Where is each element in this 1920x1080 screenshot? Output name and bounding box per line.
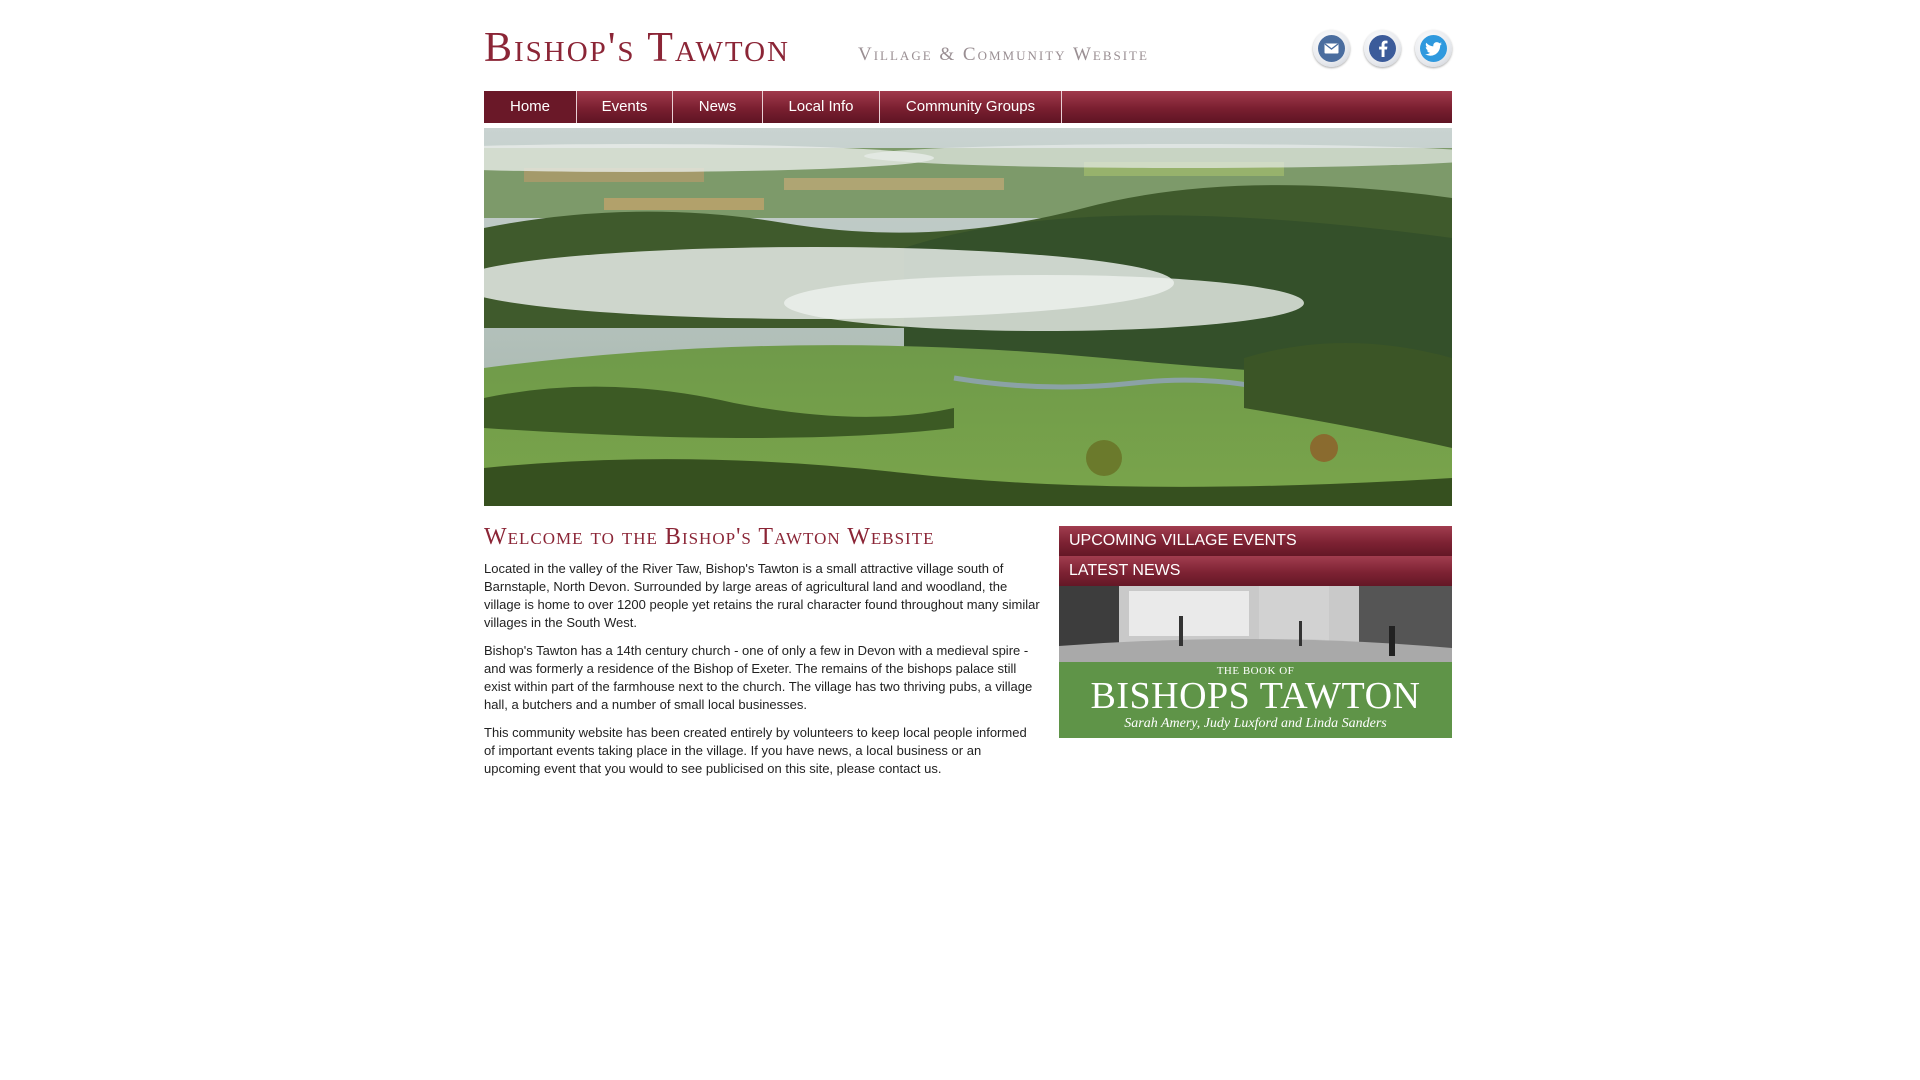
intro-paragraph-2: Bishop's Tawton has a 14th century church - one of only a few in Devon with a medieval spire - and was formerly a residence of the Bishop of Exeter. The remains of the bishops palace still exist within part of the farmhouse next to the church. The village has two thriving pubs, a village hall, a butchers and a number of small local businesses. (484, 643, 1033, 712)
sidebar (1059, 526, 1452, 738)
welcome-content (484, 560, 1040, 788)
facebook-icon (1369, 35, 1396, 62)
latest-news-header[interactable]: LATEST NEWS (1059, 556, 1452, 586)
upcoming-events-header[interactable]: UPCOMING VILLAGE EVENTS (1059, 526, 1452, 556)
historic-street-photo (1059, 586, 1452, 662)
book-prefix: THE BOOK OF (1216, 665, 1295, 677)
page-wrapper (484, 0, 1452, 1080)
nav-community-groups[interactable]: Community Groups (880, 91, 1062, 123)
twitter-button[interactable] (1415, 30, 1452, 67)
social-links (1313, 30, 1452, 67)
site-title[interactable]: Bishop's Tawton (484, 25, 790, 71)
envelope-icon (1318, 35, 1345, 62)
nav-events[interactable]: Events (577, 91, 673, 123)
nav-local-info[interactable]: Local Info (763, 91, 880, 123)
book-title: BISHOPS TAWTON (1090, 675, 1421, 717)
intro-paragraph-3: This community website has been created entirely by volunteers to keep local people informed of important events taking place in the village. If you have news, a local business or an upcoming event that you would to see publicised on this site, please contact us. (484, 725, 1027, 776)
mail-button[interactable] (1313, 30, 1350, 67)
hero-landscape-image (484, 128, 1452, 506)
welcome-heading: Welcome to the Bishop's Tawton Website (484, 524, 935, 550)
book-banner[interactable] (1059, 586, 1452, 738)
intro-paragraph-1: Located in the valley of the River Taw, Bishop's Tawton is a small attractive village south of Barnstaple, North Devon. Surrounded by large areas of agricultural land and woodland, the village is home to over 1200 people yet retains the rural character found throughout many similar villages in the South West. (484, 561, 1040, 630)
site-subtitle: Village & Community Website (858, 44, 1149, 65)
nav-home[interactable]: Home (484, 91, 577, 123)
book-authors: Sarah Amery, Judy Luxford and Linda Sanders (1124, 716, 1387, 731)
nav-news[interactable]: News (673, 91, 763, 123)
main-navigation (484, 91, 1452, 123)
book-title-band (1059, 662, 1452, 738)
facebook-button[interactable] (1364, 30, 1401, 67)
twitter-icon (1420, 35, 1447, 62)
